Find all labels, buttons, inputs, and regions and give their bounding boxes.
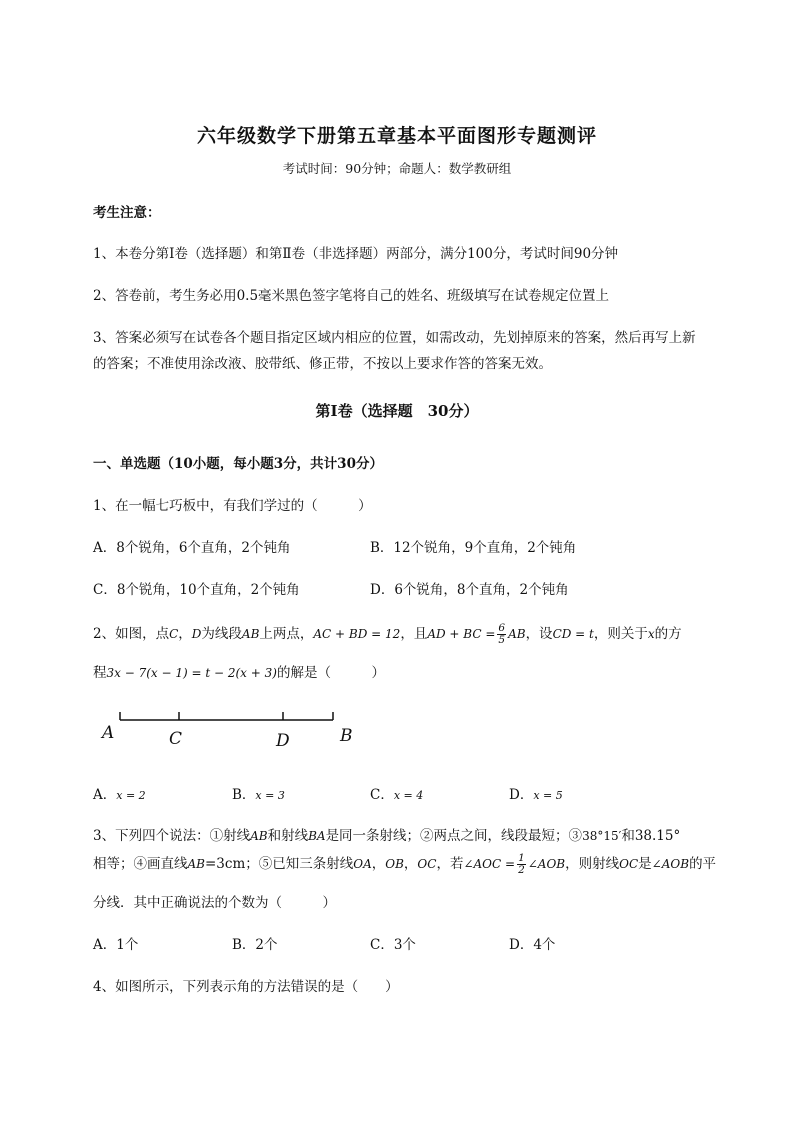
fraction-denominator: 5 xyxy=(498,634,506,646)
segment-figure xyxy=(118,706,340,726)
q3-math: ∠AOB xyxy=(527,857,566,871)
q3-math: BA xyxy=(308,829,326,843)
q3-math: 38°15′ xyxy=(582,829,622,843)
q2-text: ，设 xyxy=(525,626,553,642)
q2-text: ， xyxy=(178,626,192,642)
option-value: x = 4 xyxy=(393,789,424,802)
q3-math: OB xyxy=(385,857,404,871)
question-1-option-b[interactable]: B．12个锐角，9个直角，2个钝角 xyxy=(370,540,577,556)
q2-text: 的解是（ ） xyxy=(276,665,385,681)
exam-subtitle: 考试时间：90分钟；命题人：数学教研组 xyxy=(282,161,512,176)
q2-math: CD = t xyxy=(552,627,594,641)
option-letter: A． xyxy=(93,787,117,803)
question-3-line-1 xyxy=(93,824,680,844)
question-2-option-c[interactable] xyxy=(370,783,423,803)
q2-text: 上两点， xyxy=(259,626,314,642)
question-3-option-c[interactable]: C．3个 xyxy=(370,937,416,953)
q3-math: ∠AOC = xyxy=(463,857,516,871)
q3-text: 相等；④画直线 xyxy=(93,856,188,872)
question-3-line-3: 分线．其中正确说法的个数为（ ） xyxy=(93,895,336,911)
question-2-option-d[interactable] xyxy=(509,783,563,803)
option-letter: D． xyxy=(509,787,534,803)
q3-math: AB xyxy=(250,829,268,843)
option-value: x = 5 xyxy=(533,789,563,802)
q3-text: ，则射线 xyxy=(565,856,620,872)
question-1-option-a[interactable]: A．8个锐角，6个直角，2个钝角 xyxy=(93,540,291,556)
q3-text: 和38.15° xyxy=(621,828,681,844)
q2-fraction xyxy=(497,623,506,646)
q2-math: x xyxy=(647,627,655,641)
fraction-denominator: 2 xyxy=(518,864,525,876)
part-title: 一、单选题（10小题，每小题3分，共计30分） xyxy=(93,456,383,472)
option-letter: C． xyxy=(370,787,394,803)
question-3-option-a[interactable]: A．1个 xyxy=(93,937,139,953)
q3-math: OC xyxy=(619,857,639,871)
point-label-c: C xyxy=(169,729,183,749)
q2-math: AB xyxy=(241,627,260,641)
q2-math: D xyxy=(191,627,202,641)
option-value: x = 3 xyxy=(255,789,285,802)
q3-math: ∠AOB xyxy=(651,857,690,871)
notice-item-2: 2、答卷前，考生务必用0.5毫米黑色签字笔将自己的姓名、班级填写在试卷规定位置上 xyxy=(93,288,610,304)
question-3-line-2 xyxy=(93,850,716,878)
question-2-line-2 xyxy=(93,661,385,681)
point-label-a: A xyxy=(102,723,115,743)
section-title: 第I卷（选择题 30分） xyxy=(315,402,479,420)
q2-math: C xyxy=(169,627,179,641)
q3-text: =3cm；⑤已知三条射线 xyxy=(204,856,354,872)
notice-item-3-cont: 的答案；不准使用涂改液、胶带纸、修正带，不按以上要求作答的答案无效。 xyxy=(93,356,552,372)
question-3-option-b[interactable]: B．2个 xyxy=(232,937,278,953)
q2-text: 2、如图，点 xyxy=(93,626,170,642)
q2-text: 的方 xyxy=(654,626,682,642)
q3-math: AB xyxy=(187,857,205,871)
question-3-option-d[interactable]: D．4个 xyxy=(509,937,556,953)
fraction-numerator: 1 xyxy=(518,852,525,864)
q2-text: ，且 xyxy=(400,626,428,642)
q3-text: ， xyxy=(371,856,386,872)
question-4-stem: 4、如图所示，下列表示角的方法错误的是（ ） xyxy=(93,979,399,995)
notice-item-3: 3、答案必须写在试卷各个题目指定区域内相应的位置，如需改动，先划掉原来的答案，然后再写上新 xyxy=(93,330,696,346)
q3-text: 是同一条射线；②两点之间，线段最短；③ xyxy=(325,828,583,844)
point-label-b: B xyxy=(340,726,353,746)
point-label-d: D xyxy=(276,731,290,751)
q2-text: 为线段 xyxy=(201,626,242,642)
question-1-stem: 1、在一幅七巧板中，有我们学过的（ ） xyxy=(93,498,372,514)
q2-text: ，则关于 xyxy=(593,626,648,642)
question-1-option-c[interactable]: C．8个锐角，10个直角，2个钝角 xyxy=(93,582,300,598)
q3-text: 的平 xyxy=(689,856,717,872)
fraction-numerator: 6 xyxy=(498,622,506,634)
q3-fraction xyxy=(517,853,526,876)
q2-equation: 3x − 7(x − 1) = t − 2(x + 3) xyxy=(106,666,277,680)
notice-item-1: 1、本卷分第I卷（选择题）和第Ⅱ卷（非选择题）两部分，满分100分，考试时间90分钟 xyxy=(93,246,619,262)
q2-math: AD + BC = xyxy=(427,627,496,641)
page-title: 六年级数学下册第五章基本平面图形专题测评 xyxy=(196,125,597,147)
notice-heading: 考生注意： xyxy=(93,205,161,221)
q3-text: 3、下列四个说法：①射线 xyxy=(93,828,251,844)
option-value: x = 2 xyxy=(116,789,146,802)
q3-text: ， xyxy=(403,856,418,872)
q2-math: AC + BD = 12 xyxy=(313,627,401,641)
question-2-line-1 xyxy=(93,620,682,648)
q3-text: 和射线 xyxy=(267,828,309,844)
question-2-option-a[interactable] xyxy=(93,783,146,803)
q3-math: OC xyxy=(417,857,437,871)
question-2-option-b[interactable] xyxy=(232,783,285,803)
question-1-option-d[interactable]: D．6个锐角，8个直角，2个钝角 xyxy=(370,582,569,598)
q3-text: 是 xyxy=(638,856,652,872)
q3-math: OA xyxy=(353,857,372,871)
q3-text: ，若 xyxy=(436,856,464,872)
option-letter: B． xyxy=(232,787,256,803)
q2-math: AB xyxy=(508,627,526,641)
q2-text: 程 xyxy=(93,665,107,681)
